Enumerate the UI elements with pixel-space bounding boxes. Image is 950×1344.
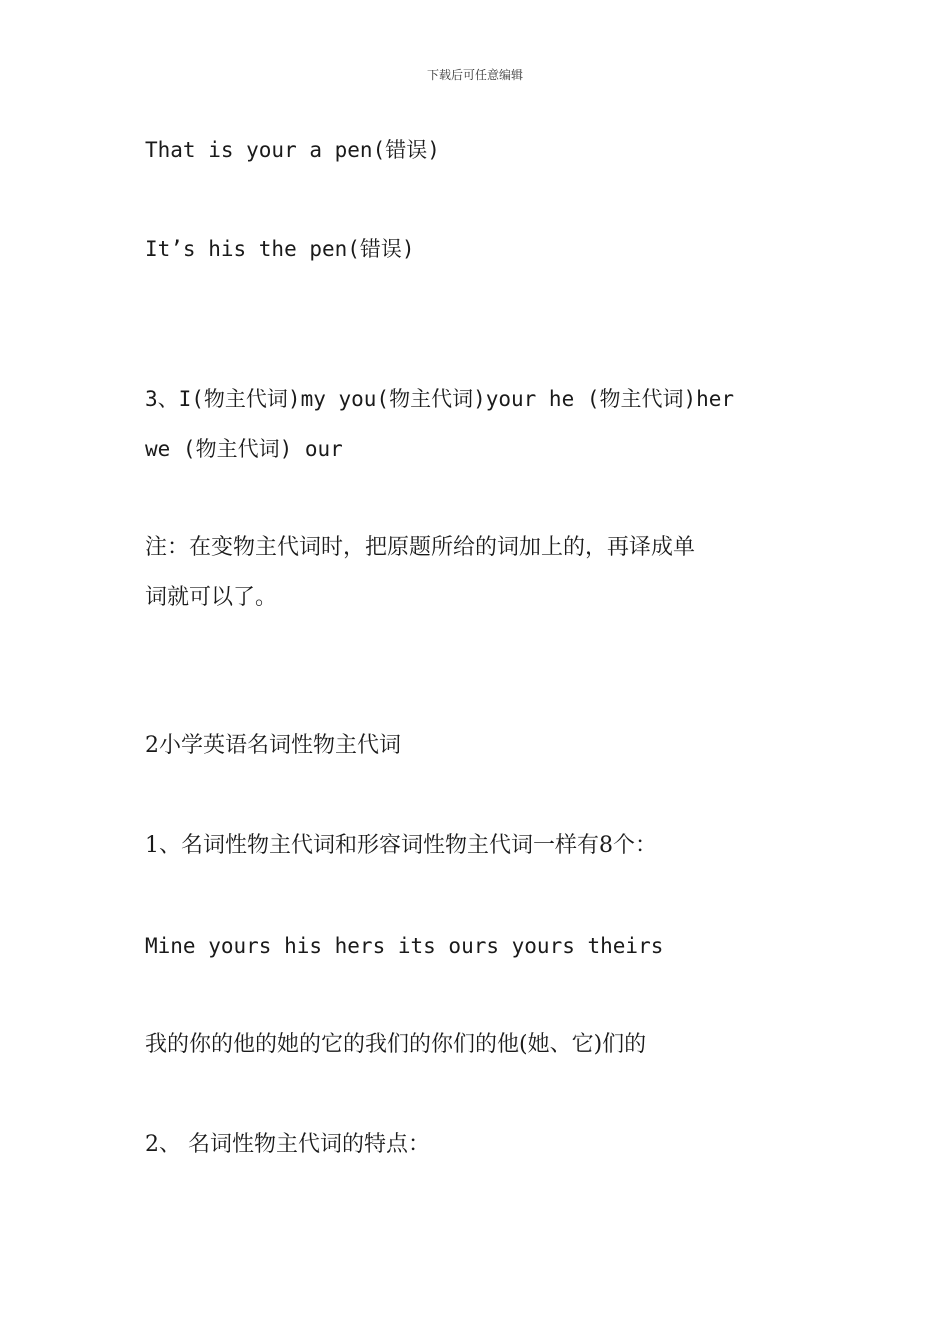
text-line-10: 2、 名词性物主代词的特点： [145,1132,430,1157]
text-line-9: 我的你的他的她的它的我们的你们的他(她、它)们的 [145,1032,647,1057]
text-line-3: 3、I(物主代词)my you(物主代词)your he (物主代词)her [145,387,735,411]
text-line-6: 词就可以了。 [145,585,278,610]
text-line-2: It’s his the pen(错误) [145,237,415,261]
text-line-7: 1、名词性物主代词和形容词性物主代词一样有8个： [145,833,657,858]
text-line-5: 注：在变物主代词时，把原题所给的词加上的，再译成单 [145,535,696,560]
section-heading: 2小学英语名词性物主代词 [145,733,401,758]
text-line-1: That is your a pen(错误) [145,138,440,162]
page-header: 下载后可任意编辑 [426,68,523,82]
text-line-8: Mine yours his hers its ours yours theirs [145,934,664,958]
text-line-4: we (物主代词) our [145,437,343,461]
